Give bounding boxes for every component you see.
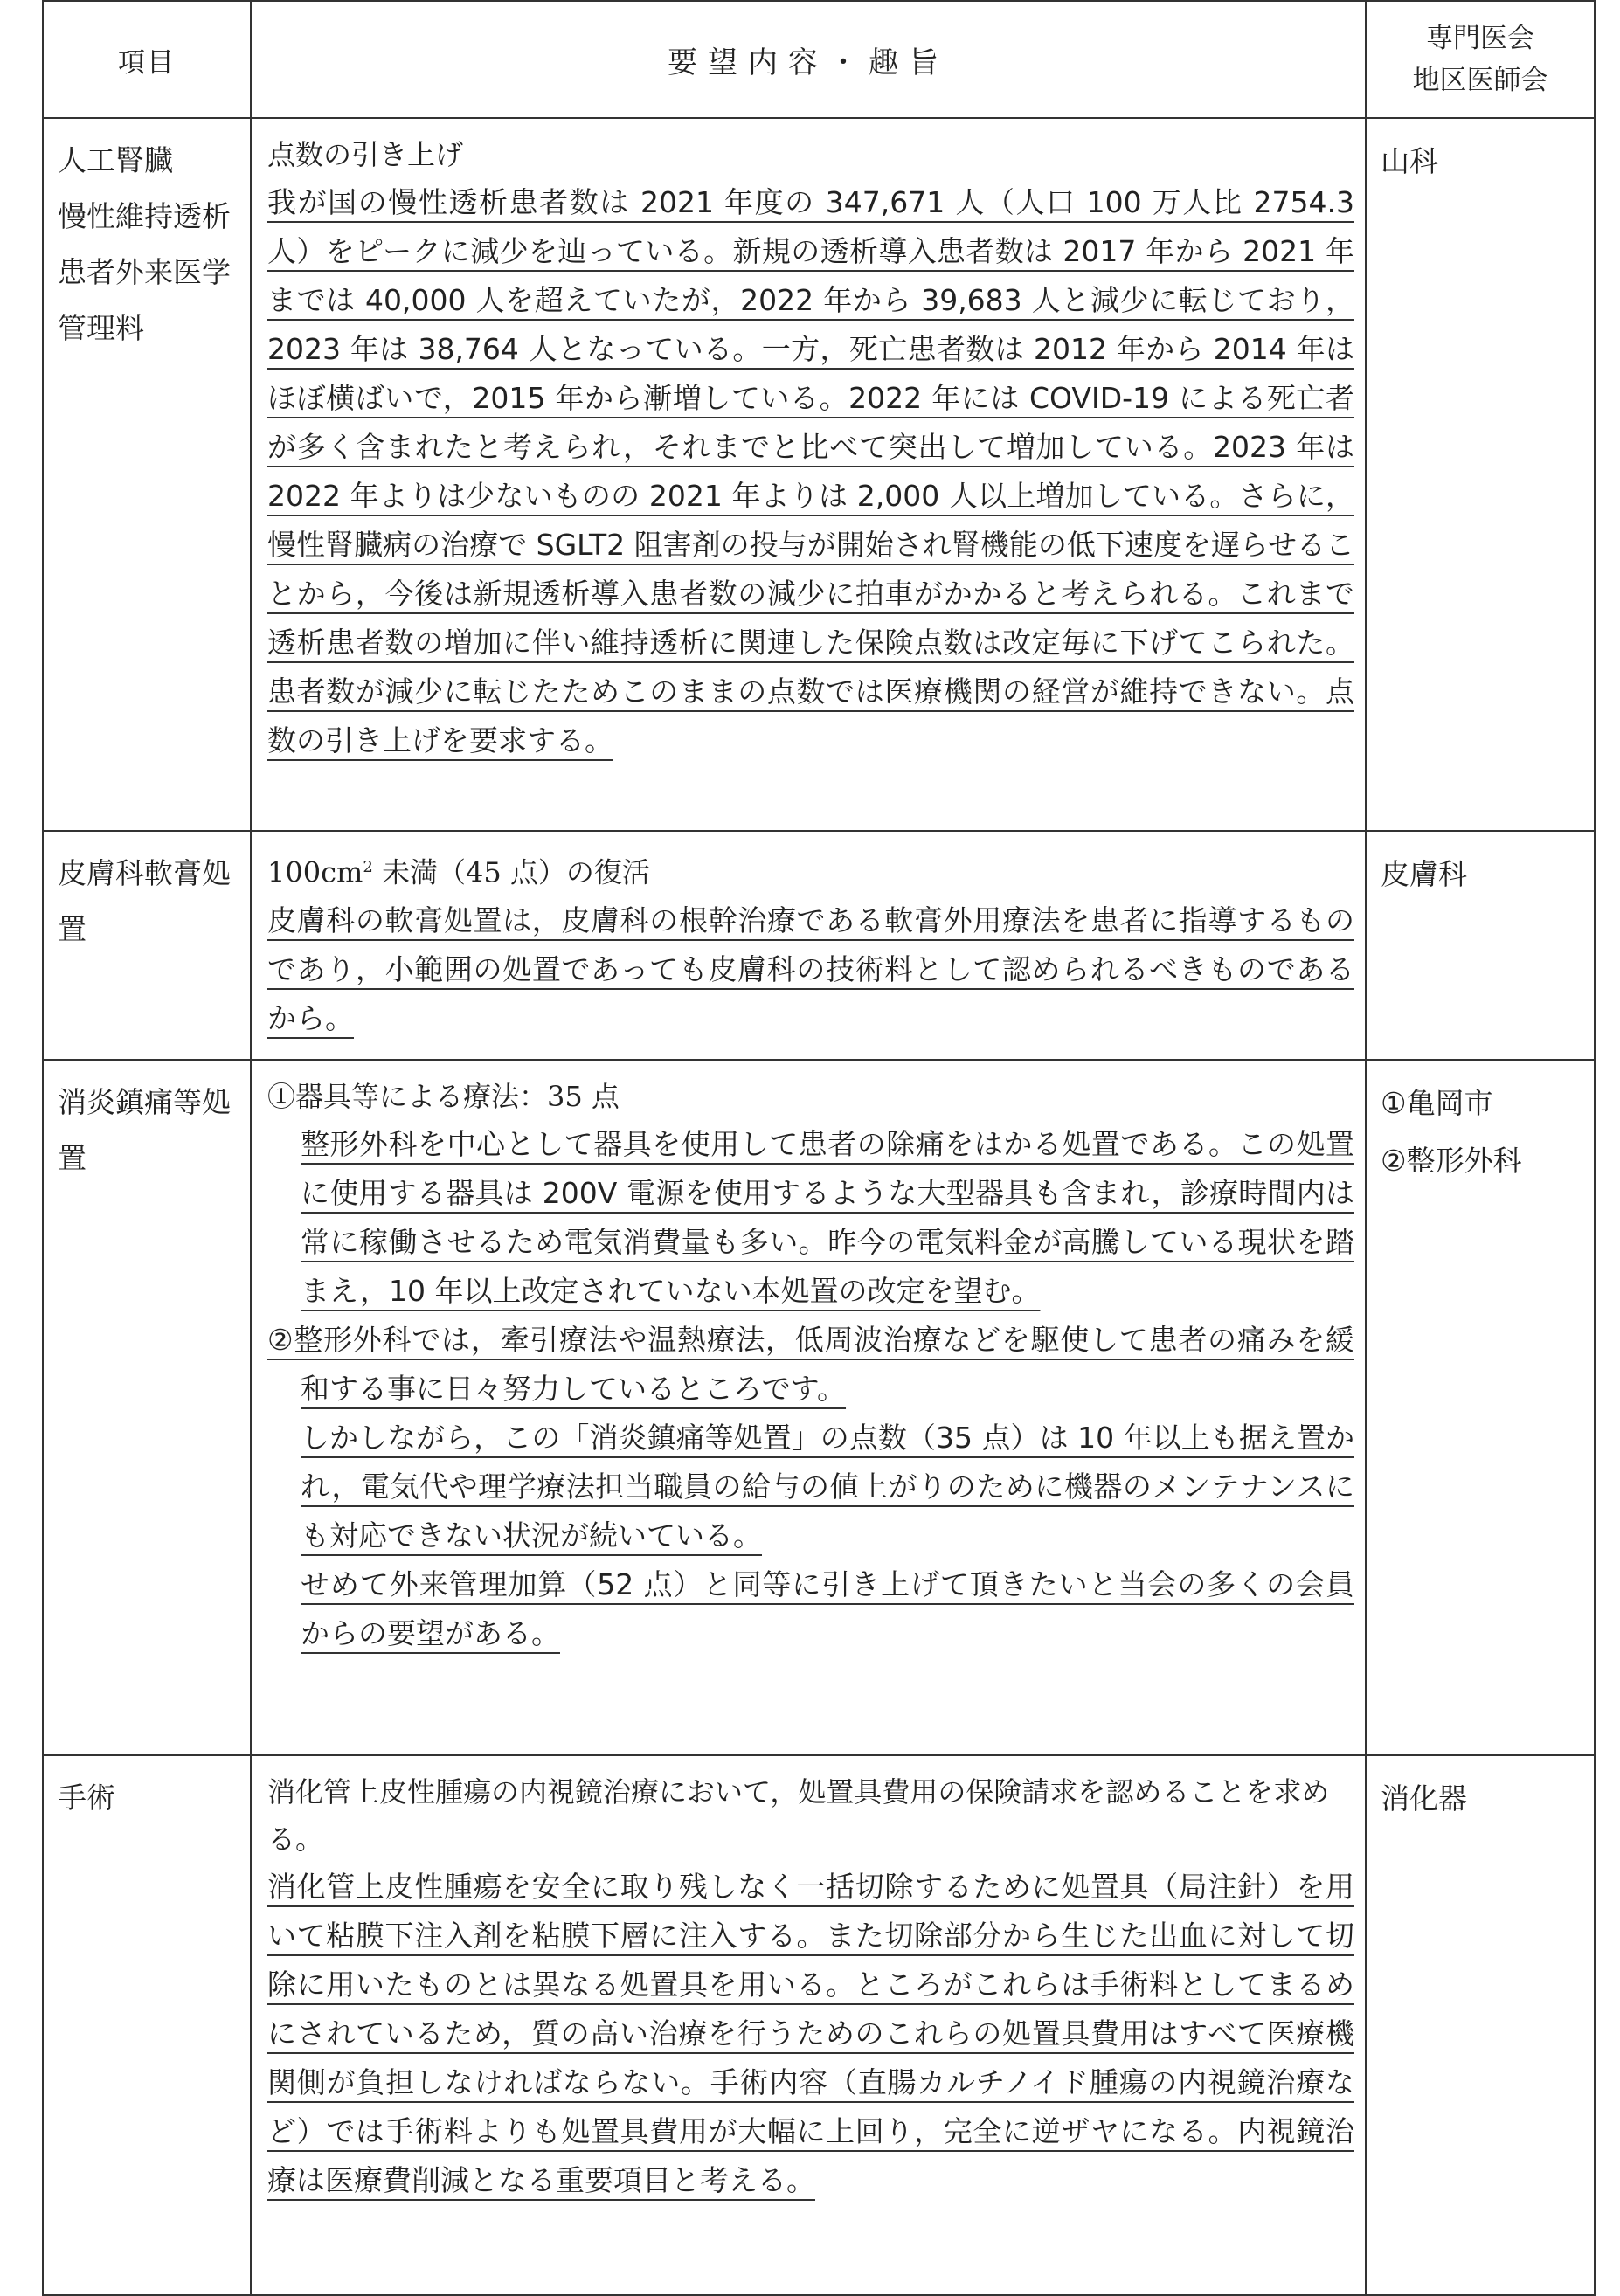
association-cell bbox=[1366, 831, 1595, 1060]
item-label: 慢性維持透析 bbox=[58, 199, 231, 233]
content-cell bbox=[251, 118, 1366, 831]
item-cell bbox=[43, 831, 251, 1060]
association-name: ①亀岡市 bbox=[1381, 1086, 1493, 1120]
request-reason-2 bbox=[267, 1316, 1354, 1414]
item-label: 人工腎臓 bbox=[58, 143, 173, 177]
item-label: 置 bbox=[58, 1141, 87, 1175]
request-title-rest: 未満（45 点）の復活 bbox=[372, 855, 650, 889]
request-reason-2b bbox=[267, 1414, 1354, 1560]
association-cell bbox=[1366, 1060, 1595, 1755]
item-label: 管理料 bbox=[58, 311, 144, 345]
request-title: 消化管上皮性腫瘍の内視鏡治療において，処置具費用の保険請求を認めることを求める。 bbox=[267, 1775, 1330, 1856]
header-association-line2: 地区医師会 bbox=[1412, 65, 1548, 96]
item-label: 消炎鎮痛等処 bbox=[58, 1085, 231, 1119]
header-item: 項目 bbox=[43, 1, 251, 118]
table-row bbox=[43, 118, 1595, 831]
reason-text: 皮膚科の軟膏処置は，皮膚科の根幹治療である軟膏外用療法を患者に指導するものであり，小範囲の処置であっても皮膚科の技術料として認められるべきものであるから。 bbox=[267, 902, 1354, 1035]
content-cell bbox=[251, 1755, 1366, 2295]
request-title: ①器具等による療法：35 点 bbox=[267, 1080, 620, 1113]
request-table bbox=[42, 0, 1596, 2296]
association-cell bbox=[1366, 1755, 1595, 2295]
table-header-row bbox=[43, 1, 1595, 118]
request-reason-2c bbox=[267, 1560, 1354, 1658]
association-name: 皮膚科 bbox=[1381, 857, 1467, 891]
table-row bbox=[43, 831, 1595, 1060]
item-label: 手術 bbox=[58, 1781, 115, 1815]
request-title-superscript: 2 bbox=[363, 858, 373, 876]
request-title-main: 100cm bbox=[267, 855, 363, 889]
header-association-line1: 専門医会 bbox=[1426, 23, 1534, 54]
reason-text: せめて外来管理加算（52 点）と同等に引き上げて頂きたいと当会の多くの会員からの要望がある。 bbox=[301, 1567, 1354, 1650]
reason-text: 整形外科を中心として器具を使用して患者の除痛をはかる処置である。この処置に使用する器具は 200V 電源を使用するような大型器具も含まれ，診療時間内は常に稼働させるため電気消費量も多い。昨今の電気料金が高騰している現状を踏まえ，10 年以上改定されていない本処置の改定を望む。 bbox=[301, 1127, 1354, 1308]
item-label: 皮膚科軟膏処 bbox=[58, 856, 231, 890]
request-reason bbox=[267, 178, 1354, 765]
association-name: 山科 bbox=[1381, 144, 1438, 178]
request-reason-1 bbox=[267, 1120, 1354, 1316]
content-cell bbox=[251, 831, 1366, 1060]
item-label: 置 bbox=[58, 912, 87, 946]
item-cell bbox=[43, 118, 251, 831]
request-title bbox=[267, 844, 1354, 896]
content-cell bbox=[251, 1060, 1366, 1755]
association-cell bbox=[1366, 118, 1595, 831]
header-association bbox=[1366, 1, 1595, 118]
request-reason bbox=[267, 896, 1354, 1043]
association-name: ②整形外科 bbox=[1381, 1144, 1522, 1178]
request-title: 点数の引き上げ bbox=[267, 138, 464, 171]
table-row bbox=[43, 1755, 1595, 2295]
reason-text: 消化管上皮性腫瘍を安全に取り残しなく一括切除するために処置具（局注針）を用いて粘膜下注入剤を粘膜下層に注入する。また切除部分から生じた出血に対して切除に用いたものとは異なる処置具を用いる。ところがこれらは手術料としてまるめにされているため，質の高い治療を行うためのこれらの処置具費用はすべて医療機関側が負担しなければならない。手術内容（直腸カルチノイド腫瘍の内視鏡治療など）では手術料よりも処置具費用が大幅に上回り，完全に逆ザヤになる。内視鏡治療は医療費削減となる重要項目と考える。 bbox=[267, 1870, 1354, 2197]
reason-text: 我が国の慢性透析患者数は 2021 年度の 347,671 人（人口 100 万人比 2754.3 人）をピークに減少を辿っている。新規の透析導入患者数は 2017 年から 2021 年までは 40,000 人を超えていたが，2022 年から 39,683 人と減少に転じており，2023 年は 38,764 人となっている。一方，死亡患者数は 2012 年から 2014 年はほぼ横ばいで，2015 年から漸増している。2022 年には COVID-19 による死亡者が多く含まれたと考えられ，それまでと比べて突出して増加している。2023 年は 2022 年よりは少ないものの 2021 年よりは 2,000 人以上増加している。さらに，慢性腎臓病の治療で SGLT2 阻害剤の投与が開始され腎機能の低下速度を遅らせることから，今後は新規透析導入患者数の減少に拍車がかかると考えられる。これまで透析患者数の増加に伴い維持透析に関連した保険点数は改定毎に下げてこられた。患者数が減少に転じたためこのままの点数では医療機関の経営が維持できない。点数の引き上げを要求する。 bbox=[267, 185, 1354, 757]
association-name: 消化器 bbox=[1381, 1781, 1467, 1815]
reason-text: しかしながら，この「消炎鎮痛等処置」の点数（35 点）は 10 年以上も据え置かれ，電気代や理学療法担当職員の給与の値上がりのために機器のメンテナンスにも対応できない状況が続いている。 bbox=[301, 1421, 1354, 1553]
item-cell bbox=[43, 1060, 251, 1755]
request-reason bbox=[267, 1863, 1354, 2205]
reason-text: ②整形外科では，牽引療法や温熱療法，低周波治療などを駆使して患者の痛みを緩和する事に日々努力しているところです。 bbox=[267, 1323, 1354, 1406]
item-label: 患者外来医学 bbox=[58, 255, 231, 289]
header-content: 要望内容・趣旨 bbox=[251, 1, 1366, 118]
table-row bbox=[43, 1060, 1595, 1755]
item-cell bbox=[43, 1755, 251, 2295]
